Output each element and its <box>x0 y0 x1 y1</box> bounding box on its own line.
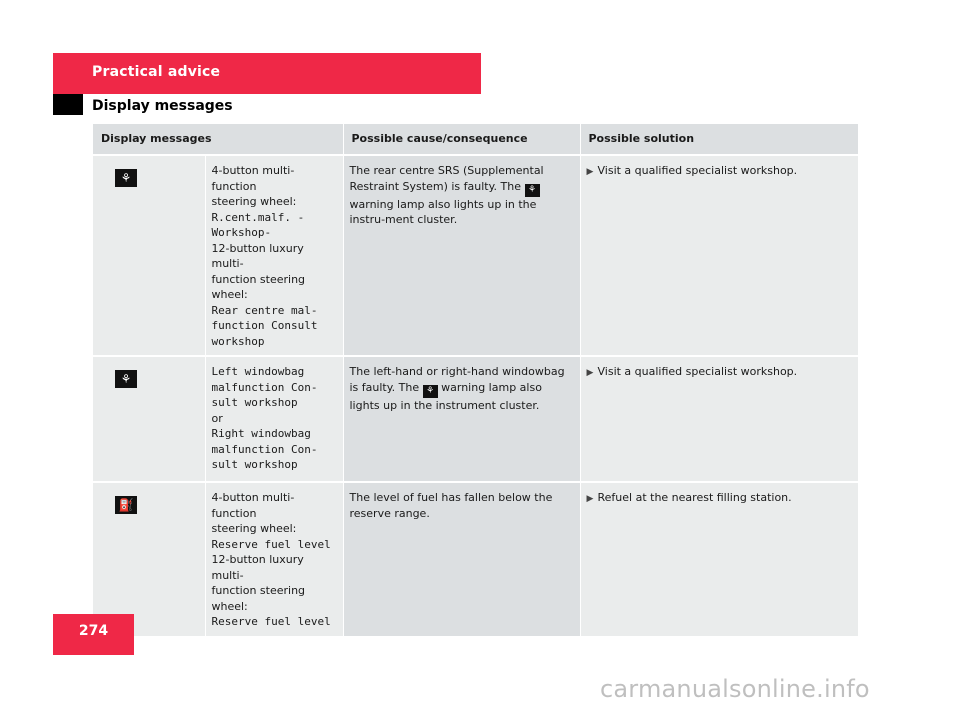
section-marker <box>53 94 83 115</box>
airbag-warning-icon: ⚘ <box>115 370 137 388</box>
bullet-arrow-icon: ▶ <box>586 368 594 378</box>
display-message-text: Left windowbag <box>211 365 305 378</box>
solution-cell <box>580 356 858 482</box>
display-message-cell <box>205 356 343 482</box>
section-title: Practical advice <box>92 64 221 80</box>
solution-cell <box>580 155 858 356</box>
message-condition-text: or <box>211 411 223 425</box>
table-row <box>93 356 858 482</box>
display-icon-cell <box>93 155 205 356</box>
solution-cell <box>580 482 858 637</box>
solution-text: Visit a qualified specialist workshop. <box>597 365 798 378</box>
display-message-text: R.cent.malf. - <box>211 210 305 224</box>
display-messages-table <box>93 124 858 638</box>
message-condition-text: 12-button luxury multi- <box>211 241 304 270</box>
message-condition-text: steering wheel: <box>211 195 297 208</box>
airbag-warning-icon: ⚘ <box>525 184 540 197</box>
footer-watermark: carmanualsonline.info <box>600 675 870 703</box>
column-header: Possible cause/consequence <box>343 124 580 155</box>
table-header-row <box>93 124 858 155</box>
column-header: Possible solution <box>580 124 858 155</box>
display-message-text: malfunction Con- <box>211 380 318 394</box>
display-message-text: Workshop- <box>211 226 272 239</box>
display-message-text: Right windowbag <box>211 427 311 440</box>
message-condition-text: wheel: <box>211 599 248 613</box>
airbag-warning-icon: ⚘ <box>423 385 438 398</box>
message-condition-text: steering wheel: <box>211 522 297 535</box>
display-message-text: sult workshop <box>211 458 298 471</box>
message-condition-text: function steering <box>211 272 306 286</box>
display-message-text: function Consult <box>211 319 318 332</box>
display-message-text: Reserve fuel level <box>211 537 331 551</box>
cause-text: The rear centre SRS (Supplemental Restraint System) is faulty. The <box>349 164 544 193</box>
cause-cell <box>343 356 580 482</box>
display-message-text: Reserve fuel level <box>211 615 331 628</box>
display-message-text: sult workshop <box>211 396 298 409</box>
table-row <box>93 155 858 356</box>
display-message-cell <box>205 482 343 637</box>
column-header: Display messages <box>93 124 343 155</box>
bullet-arrow-icon: ▶ <box>586 167 594 177</box>
solution-text: Refuel at the nearest filling station. <box>597 491 792 504</box>
cause-text: The level of fuel has fallen below the reserve range. <box>349 491 553 520</box>
solution-text: Visit a qualified specialist workshop. <box>597 164 798 177</box>
message-condition-text: 12-button luxury multi- <box>211 553 304 582</box>
message-condition-text: wheel: <box>211 288 248 301</box>
display-message-text: workshop <box>211 334 265 348</box>
display-icon-cell <box>93 356 205 482</box>
bullet-arrow-icon: ▶ <box>586 494 594 504</box>
page-title: Display messages <box>92 98 233 114</box>
cause-cell <box>343 482 580 637</box>
message-condition-text: function steering <box>211 584 306 597</box>
message-condition-text: 4-button multi-function <box>211 491 295 520</box>
display-message-text: Rear centre mal- <box>211 303 318 317</box>
cause-text-continued: warning lamp also lights up in the instrument cluster. <box>349 380 542 412</box>
cause-cell <box>343 155 580 356</box>
display-message-text: malfunction Con- <box>211 442 318 456</box>
fuel-pump-icon: ⛽ <box>115 496 137 514</box>
section-header <box>53 53 481 94</box>
message-condition-text: 4-button multi-function <box>211 164 295 193</box>
table-row <box>93 482 858 637</box>
cause-text: The left-hand or right-hand windowbag is faulty. The <box>349 365 565 394</box>
cause-text-continued: warning lamp also lights up in the instru-ment cluster. <box>349 197 537 226</box>
page-number: 274 <box>53 614 134 655</box>
display-message-cell <box>205 155 343 356</box>
airbag-warning-icon: ⚘ <box>115 169 137 187</box>
